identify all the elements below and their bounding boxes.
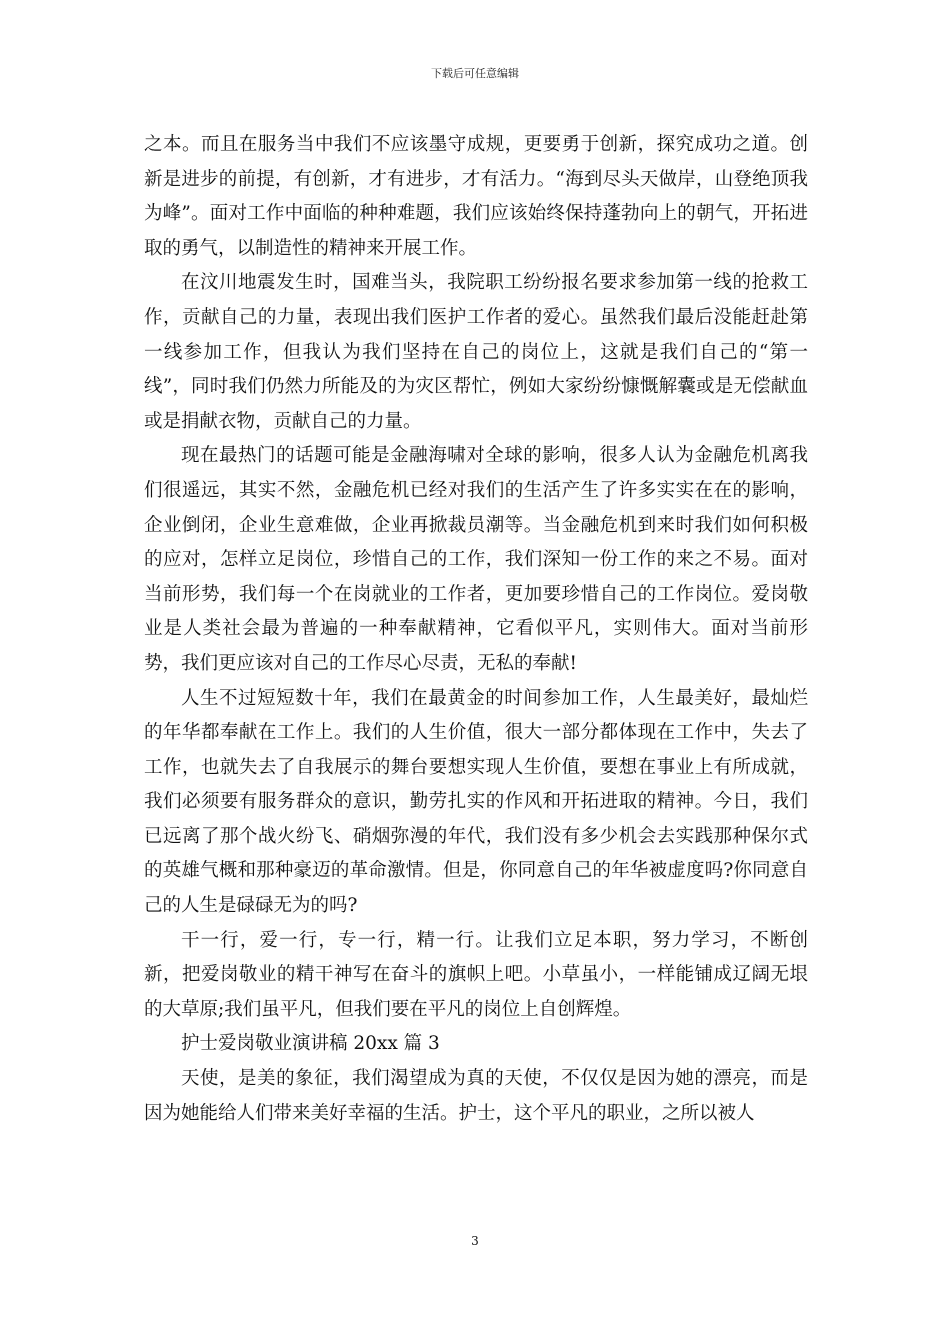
paragraph-3: 现在最热门的话题可能是金融海啸对全球的影响，很多人认为金融危机离我们很遥远，其实不然，金融危机已经对我们的生活产生了许多实实在在的影响，企业倒闭，企业生意难做，企业再掀裁员潮等。当金融危机到来时我们如何积极的应对，怎样立足岗位，珍惜自己的工作，我们深知一份工作的来之不易。面对当前形势，我们每一个在岗就业的工作者，更加要珍惜自己的工作岗位。爱岗敬业是人类社会最为普遍的一种奉献精神，它看似平凡，实则伟大。面对当前形势，我们更应该对自己的工作尽心尽责，无私的奉献!: [144, 445, 808, 674]
paragraph-1: 之本。而且在服务当中我们不应该墨守成规，更要勇于创新，探究成功之道。创新是进步的前提，有创新，才有进步，才有活力。“海到尽头天做岸，山登绝顶我为峰”。面对工作中面临的种种难题，我们应该始终保持蓬勃向上的朝气，开拓进取的勇气，以制造性的精神来开展工作。: [144, 134, 808, 259]
paragraph-5: 干一行，爱一行，专一行，精一行。让我们立足本职，努力学习，不断创新，把爱岗敬业的精干神写在奋斗的旗帜上吧。小草虽小，一样能铺成辽阔无垠的大草原;我们虽平凡，但我们要在平凡的岗位上自创辉煌。: [144, 929, 808, 1020]
paragraph-4: 人生不过短短数十年，我们在最黄金的时间参加工作，人生最美好，最灿烂的年华都奉献在工作上。我们的人生价值，很大一部分都体现在工作中，失去了工作，也就失去了自我展示的舞台要想实现人生价值，要想在事业上有所成就，我们必须要有服务群众的意识，勤劳扎实的作风和开拓进取的精神。今日，我们已远离了那个战火纷飞、硝烟弥漫的年代，我们没有多少机会去实践那种保尔式的英雄气概和那种豪迈的革命激情。但是，你同意自己的年华被虚度吗?你同意自己的人生是碌碌无为的吗?: [144, 687, 808, 917]
section-heading: 护士爱岗敬业演讲稿 20xx 篇 3: [181, 1033, 440, 1055]
paragraph-6: 天使，是美的象征，我们渴望成为真的天使，不仅仅是因为她的漂亮，而是因为她能给人们带来美好幸福的生活。护士，这个平凡的职业，之所以被人: [144, 1068, 808, 1124]
paragraph-2: 在汶川地震发生时，国难当头，我院职工纷纷报名要求参加第一线的抢救工作，贡献自己的力量，表现出我们医护工作者的爱心。虽然我们最后没能赶赴第一线参加工作，但我认为我们坚持在自己的岗位上，这就是我们自己的“第一线”，同时我们仍然力所能及的为灾区帮忙，例如大家纷纷慷慨解囊或是无偿献血或是捐献衣物，贡献自己的力量。: [144, 272, 808, 432]
page-header: 下载后可任意编辑: [431, 67, 519, 80]
page-number: 3: [471, 1234, 479, 1248]
document-body: [144, 128, 808, 1131]
